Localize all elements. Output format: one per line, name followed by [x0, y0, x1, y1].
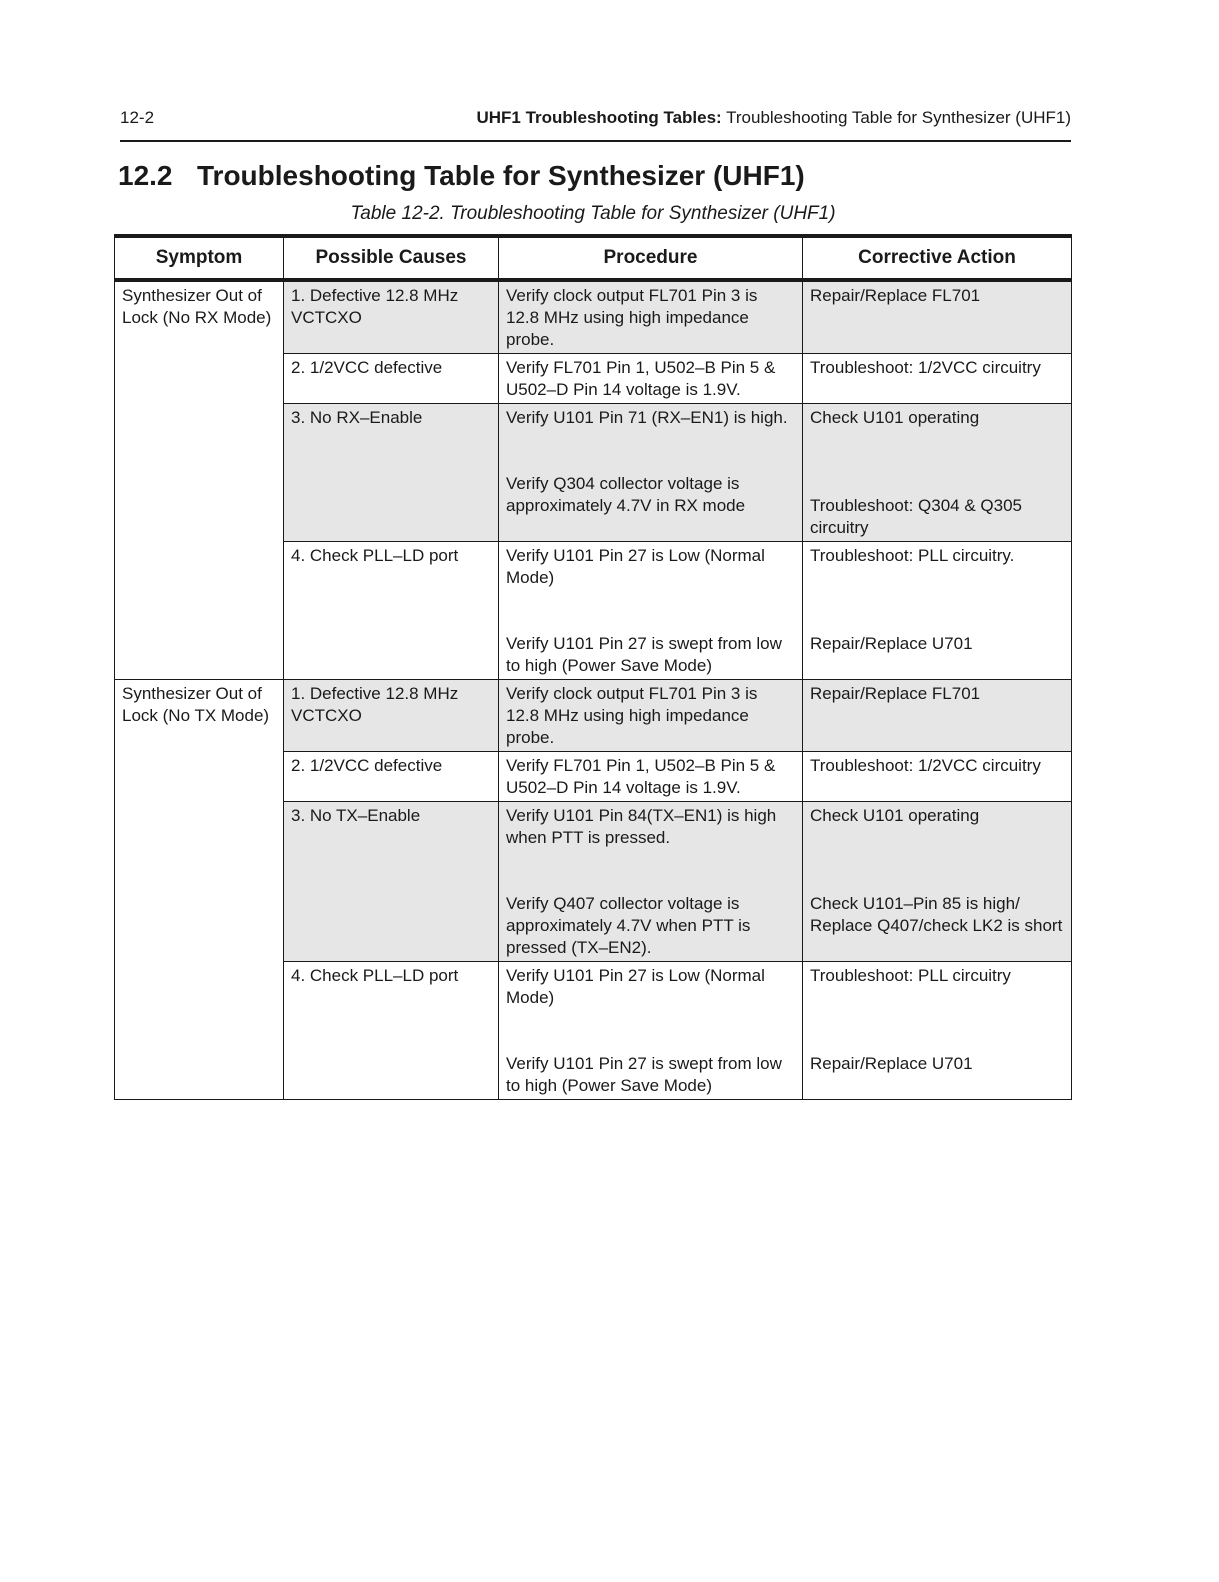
procedure-text: Verify U101 Pin 27 is swept from low to high (Power Save Mode) [506, 1054, 782, 1095]
running-title-bold: UHF1 Troubleshooting Tables: [476, 108, 722, 127]
cause-cell: 4. Check PLL–LD port [284, 542, 499, 680]
action-text: Troubleshoot: PLL circuitry [810, 966, 1011, 985]
action-text: Repair/Replace U701 [810, 1054, 973, 1073]
cause-cell: 1. Defective 12.8 MHz VCTCXO [284, 680, 499, 752]
column-header-symptom: Symptom [115, 236, 284, 280]
action-text: Troubleshoot: 1/2VCC circuitry [810, 756, 1041, 775]
cause-cell: 3. No TX–Enable [284, 802, 499, 962]
procedure-text: Verify Q407 collector voltage is approximately 4.7V when PTT is pressed (TX–EN2). [506, 894, 751, 957]
page-header [120, 108, 1071, 130]
cause-cell: 3. No RX–Enable [284, 404, 499, 542]
action-text: Troubleshoot: 1/2VCC circuitry [810, 358, 1041, 377]
procedure-cell [499, 752, 803, 802]
procedure-cell [499, 962, 803, 1100]
table-caption: Table 12-2. Troubleshooting Table for Synthesizer (UHF1) [350, 203, 836, 224]
section-heading [118, 160, 805, 192]
procedure-text: Verify clock output FL701 Pin 3 is 12.8 MHz using high impedance probe. [506, 286, 758, 349]
cause-cell: 4. Check PLL–LD port [284, 962, 499, 1100]
procedure-text: Verify U101 Pin 71 (RX–EN1) is high. [506, 408, 788, 427]
procedure-cell [499, 280, 803, 354]
action-cell [803, 802, 1072, 962]
procedure-text: Verify FL701 Pin 1, U502–B Pin 5 & U502–D Pin 14 voltage is 1.9V. [506, 358, 776, 399]
procedure-cell [499, 404, 803, 542]
section-title: Troubleshooting Table for Synthesizer (UHF1) [197, 160, 805, 191]
action-text: Troubleshoot: Q304 & Q305 circuitry [810, 496, 1023, 537]
procedure-text: Verify Q304 collector voltage is approximately 4.7V in RX mode [506, 474, 746, 515]
column-header-corrective-action: Corrective Action [803, 236, 1072, 280]
troubleshooting-table [114, 234, 1072, 1100]
cause-cell: 2. 1/2VCC defective [284, 354, 499, 404]
column-header-possible-causes: Possible Causes [284, 236, 499, 280]
running-title-rest: Troubleshooting Table for Synthesizer (UHF1) [721, 108, 1071, 127]
action-text: Repair/Replace U701 [810, 634, 973, 653]
header-rule [120, 140, 1071, 142]
table-row [115, 680, 1072, 752]
action-text: Check U101 operating [810, 408, 980, 427]
procedure-text: Verify U101 Pin 84(TX–EN1) is high when PTT is pressed. [506, 806, 777, 847]
procedure-cell [499, 802, 803, 962]
action-cell [803, 542, 1072, 680]
action-text: Repair/Replace FL701 [810, 286, 981, 305]
section-number: 12.2 [118, 160, 173, 191]
action-text: Troubleshoot: PLL circuitry. [810, 546, 1015, 565]
table-row [115, 280, 1072, 354]
action-cell [803, 280, 1072, 354]
procedure-text: Verify FL701 Pin 1, U502–B Pin 5 & U502–D Pin 14 voltage is 1.9V. [506, 756, 776, 797]
action-cell [803, 404, 1072, 542]
cause-cell: 2. 1/2VCC defective [284, 752, 499, 802]
procedure-cell [499, 680, 803, 752]
action-cell [803, 354, 1072, 404]
action-cell [803, 752, 1072, 802]
procedure-text: Verify clock output FL701 Pin 3 is 12.8 MHz using high impedance probe. [506, 684, 758, 747]
column-header-procedure: Procedure [499, 236, 803, 280]
symptom-cell: Synthesizer Out of Lock (No RX Mode) [115, 280, 284, 680]
action-cell [803, 962, 1072, 1100]
cause-cell: 1. Defective 12.8 MHz VCTCXO [284, 280, 499, 354]
action-text: Check U101–Pin 85 is high/ Replace Q407/check LK2 is short [810, 894, 1063, 935]
symptom-cell: Synthesizer Out of Lock (No TX Mode) [115, 680, 284, 1100]
procedure-text: Verify U101 Pin 27 is Low (Normal Mode) [506, 966, 765, 1007]
procedure-cell [499, 542, 803, 680]
procedure-text: Verify U101 Pin 27 is swept from low to high (Power Save Mode) [506, 634, 782, 675]
procedure-text: Verify U101 Pin 27 is Low (Normal Mode) [506, 546, 765, 587]
action-cell [803, 680, 1072, 752]
action-text: Repair/Replace FL701 [810, 684, 981, 703]
action-text: Check U101 operating [810, 806, 980, 825]
procedure-cell [499, 354, 803, 404]
running-title [476, 108, 1071, 128]
page-number: 12-2 [120, 108, 155, 127]
table-header-row [115, 236, 1072, 280]
